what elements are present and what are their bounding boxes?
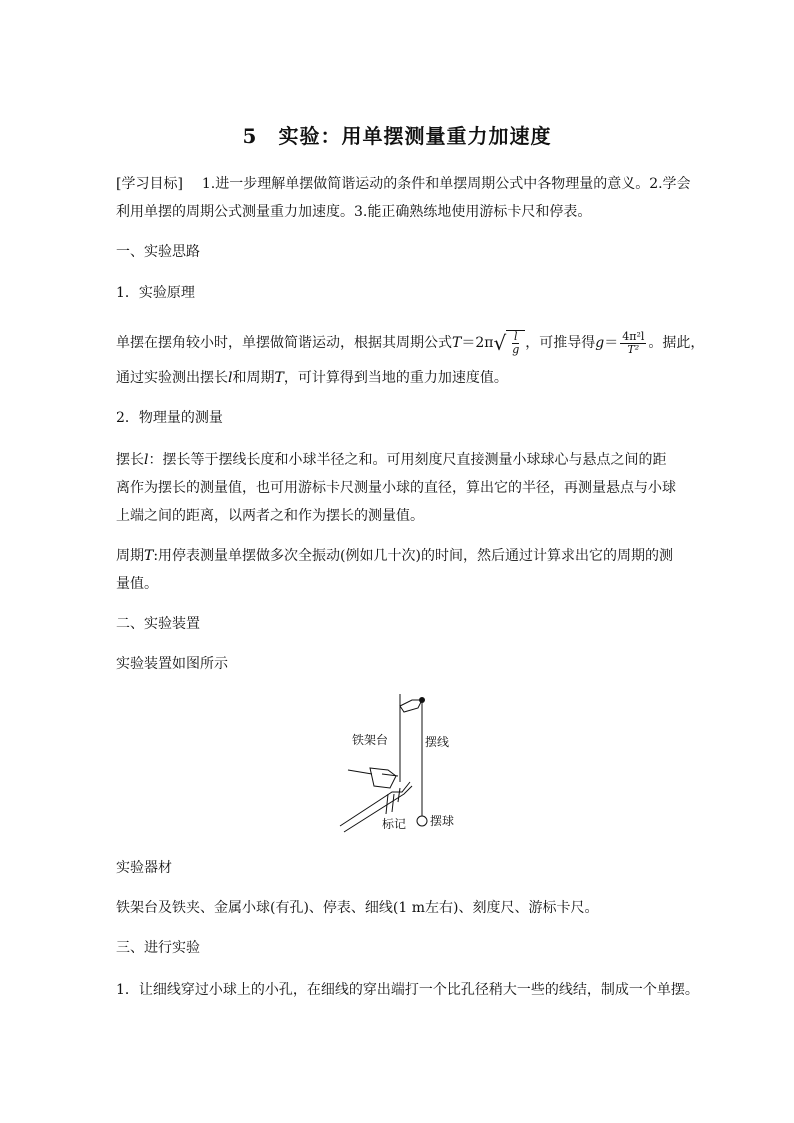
principle-line2-b: 和周期 [232,370,275,386]
period-lead: 周期 [116,548,144,564]
base-clamp [370,768,396,788]
label-string: 摆线 [425,735,450,749]
principle-text-2: ，可推导得 [525,335,596,351]
length-para-line-2: 离作为摆长的测量值，也可用游标卡尺测量小球的直径，算出它的半径，再测量悬点与小球 [116,480,676,496]
pendulum-ball [417,816,427,826]
label-stand: 铁架台 [352,733,389,747]
period-para-line-1 [116,546,673,566]
label-ball: 摆球 [430,814,455,828]
equipment-list: 铁架台及铁夹、金属小球(有孔)、停表、细线(1 m左右)、刻度尺、游标卡尺。 [116,900,599,916]
pendulum-apparatus-figure [330,690,480,840]
length-symbol: l [228,370,233,386]
principle-line-1 [116,330,704,356]
sqrt-numerator: l [513,330,518,343]
length-para-line-3: 上端之间的距离，以两者之和作为摆长的测量值。 [116,508,424,524]
figure-caption: 实验装置如图所示 [116,656,228,672]
pivot-point [419,697,425,703]
equals-2pi: ＝2π [461,335,494,351]
period-text-1: :用停表测量单摆做多次全振动(例如几十次)的时间，然后通过计算求出它的周期的测 [153,548,673,564]
label-mark: 标记 [382,817,407,831]
principle-text-1: 单摆在摆角较小时，单摆做简谐运动，根据其周期公式 [116,335,452,351]
objectives-line-2: 利用单摆的周期公式测量重力加速度。3.能正确熟练地使用游标卡尺和停表。 [116,204,592,220]
length-para-symbol: l [144,452,149,468]
principle-line2-a: 通过实验测出摆长 [116,370,228,386]
g-denominator: T² [627,342,640,356]
g-fraction [620,331,646,356]
objectives-line-1 [116,174,691,194]
clamp-pointer [348,770,372,774]
g-symbol: g [595,335,605,351]
section2-heading: 二、实验装置 [116,616,200,632]
period-para-symbol: T [144,548,154,564]
section1-heading: 一、实验思路 [116,244,200,260]
length-para-line-1 [116,450,666,470]
objectives-text-1: 1.进一步理解单摆做简谐运动的条件和单摆周期公式中各物理量的意义。2.学会 [201,176,691,192]
page-title: 5 实验：用单摆测量重力加速度 [242,124,552,148]
top-clamp [400,700,422,712]
objectives-label: [学习目标] [116,176,183,192]
sqrt-denominator: g [512,343,520,356]
sqrt-formula: √ $\frac{l}{g}$ [493,330,525,356]
period-para-line-2: 量值。 [116,576,158,592]
step-1: 1．让细线穿过小球上的小孔，在细线的穿出端打一个比孔径稍大一些的线结，制成一个单摆。 [116,982,699,998]
principle-text-3: 。据此， [648,335,705,351]
equals-sign: ＝ [604,335,619,351]
period-symbol-2: T [274,370,284,386]
g-numerator: 4π²l [622,329,645,343]
length-text-1: ：摆长等于摆线长度和小球半径之和。可用刻度尺直接测量小球球心与悬点之间的距 [148,452,667,468]
clamp-line [382,774,398,776]
section3-heading: 三、进行实验 [116,940,200,956]
principle-subheading: 1．实验原理 [116,285,195,301]
period-symbol: T [452,335,462,351]
measurement-subheading: 2．物理量的测量 [116,410,223,426]
principle-line2-c: ，可计算得到当地的重力加速度值。 [283,370,508,386]
principle-line-2 [116,368,508,388]
length-lead: 摆长 [116,452,144,468]
equipment-heading: 实验器材 [116,860,172,876]
